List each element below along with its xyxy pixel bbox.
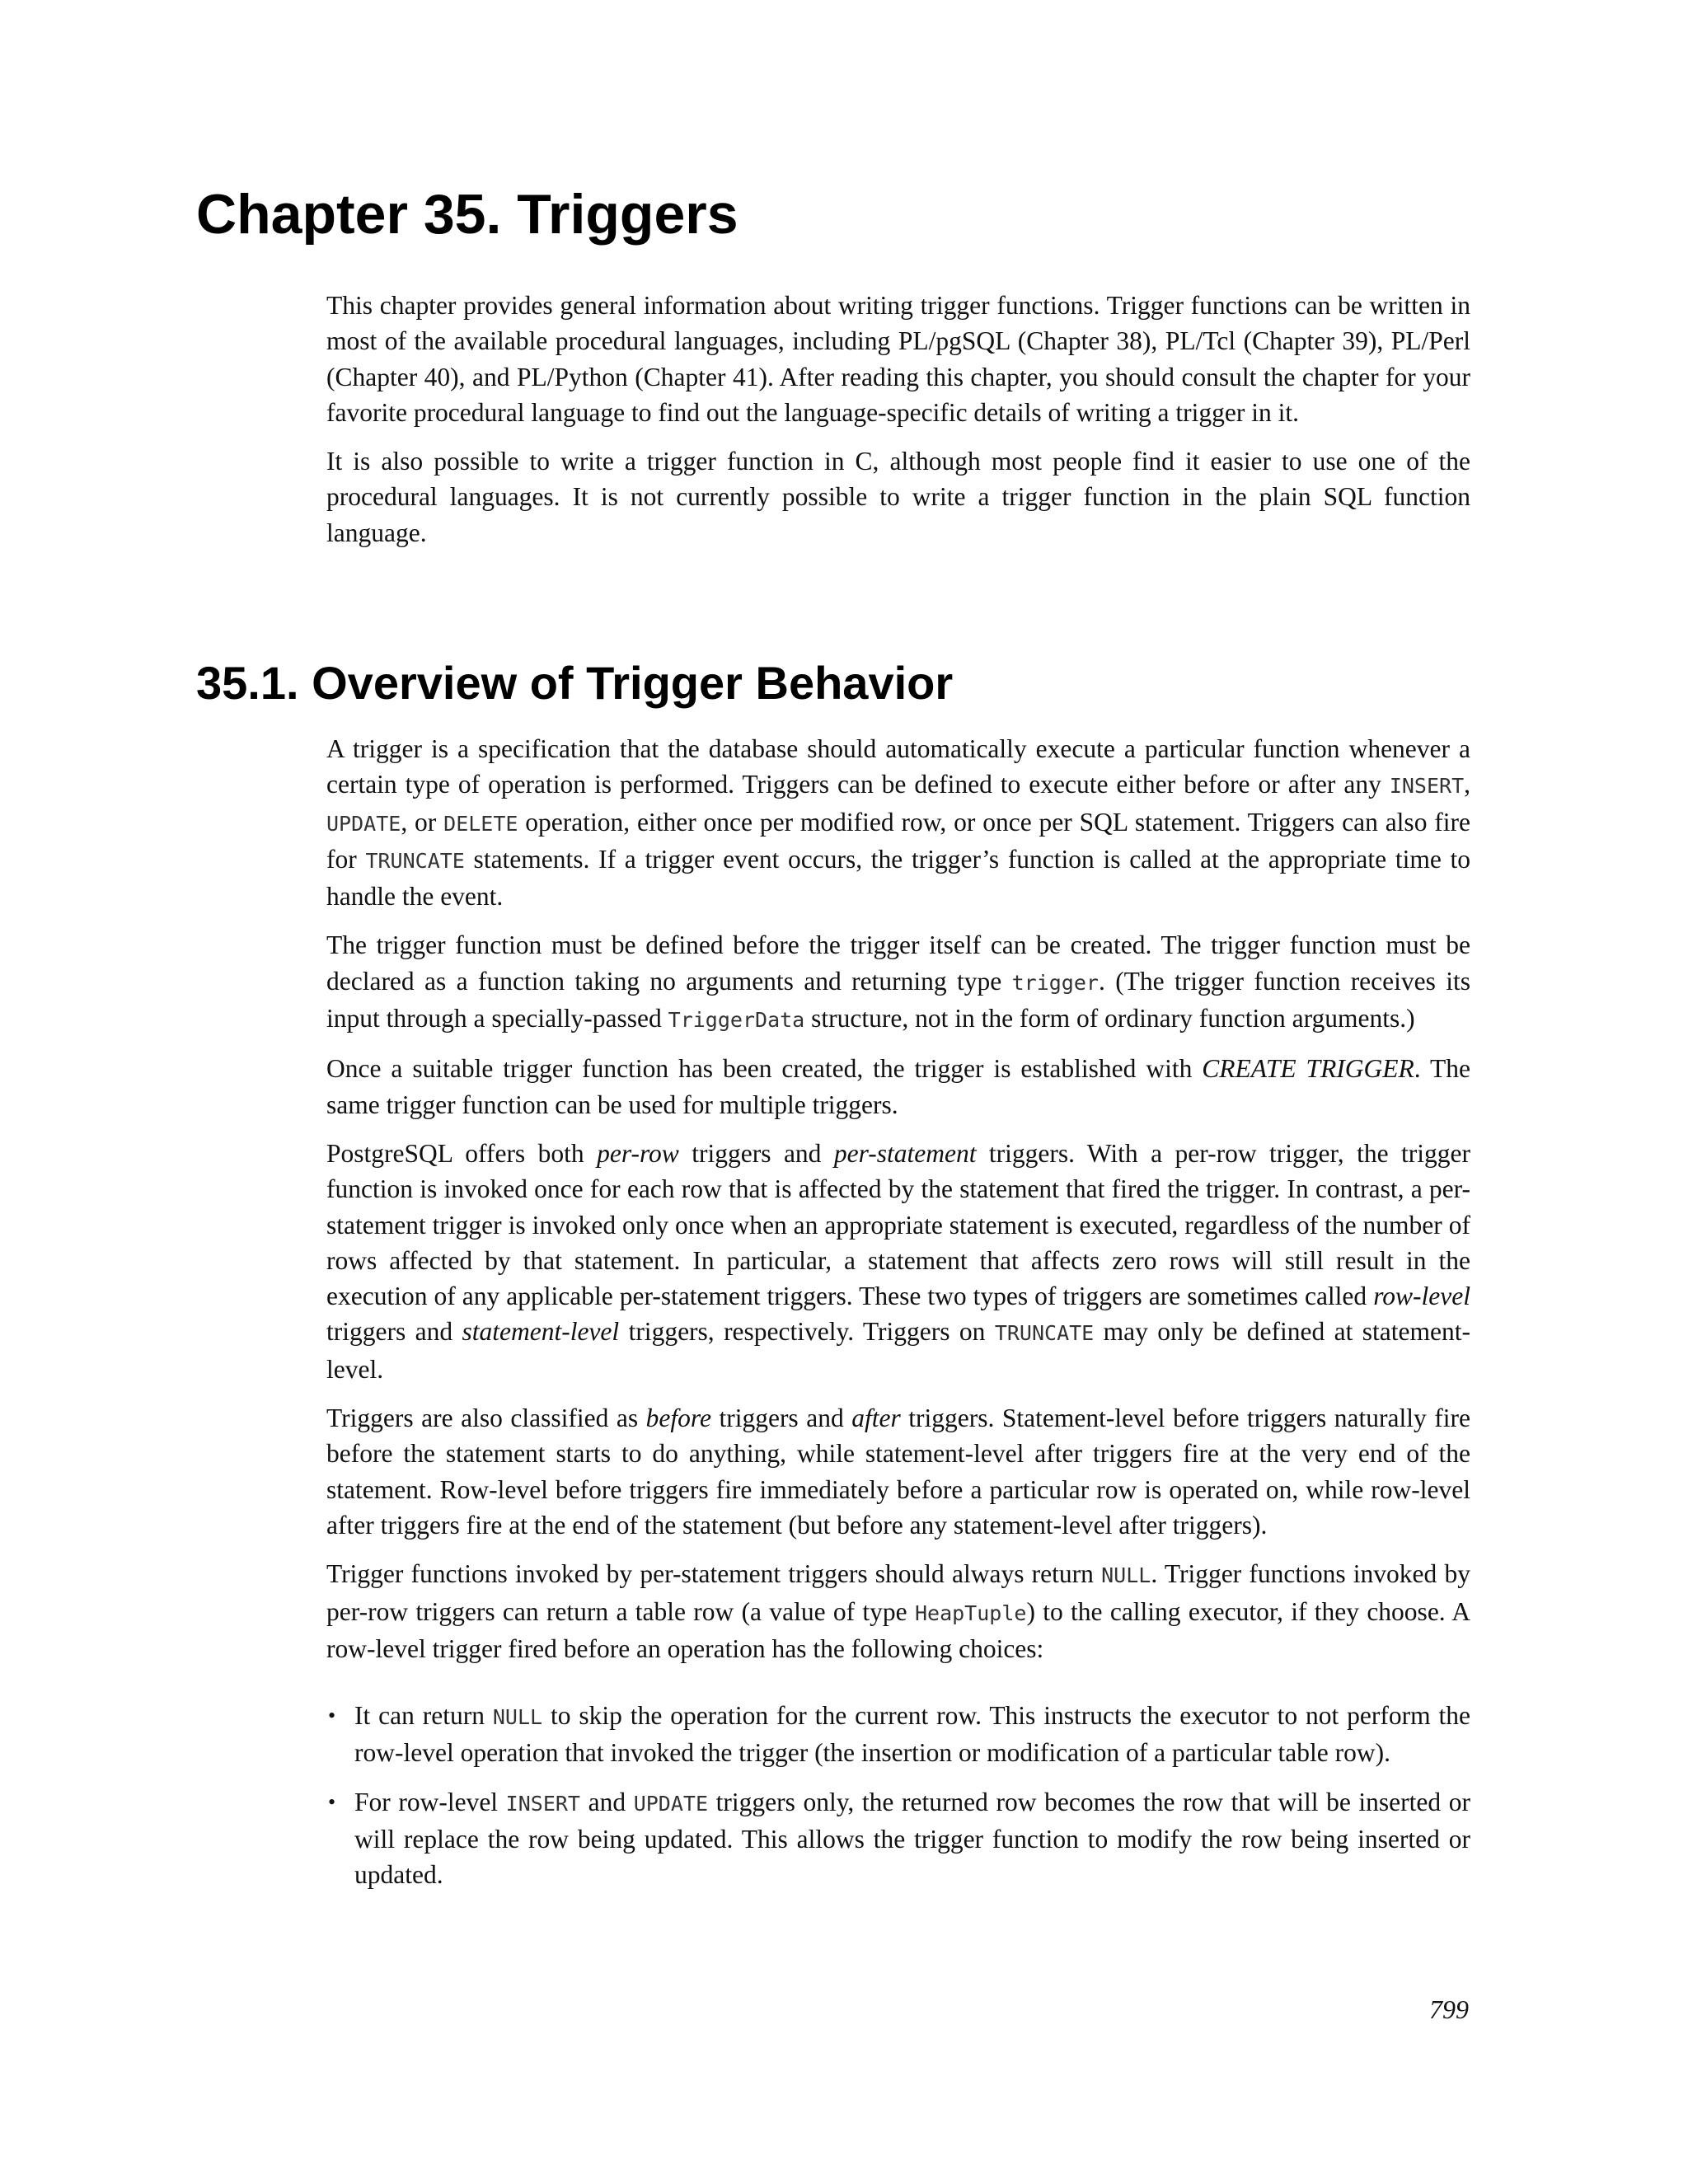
emphasis-before: before xyxy=(645,1404,711,1433)
text-run: statements. If a trigger event occurs, the trigger’s function is called at the appropriate time to handle the event. xyxy=(326,844,1470,912)
text-run: , xyxy=(1464,770,1470,799)
text-run: and xyxy=(579,1787,634,1816)
emphasis-statement-level: statement-level xyxy=(462,1317,620,1347)
intro-paragraph-1: This chapter provides general information about writing trigger functions. Trigger functions can be written in most of the available procedural languages, including PL/pgSQL (Chapter 38), PL/Tcl (Chapter 39), PL/Perl (Chapter 40), and PL/Python (Chapter 41). After reading this chapter, you should consult the chapter for your favorite procedural language to find out the language-specific details of writing a trigger in it. xyxy=(326,291,1470,427)
code-null: NULL xyxy=(492,1705,543,1730)
section-paragraph-4 xyxy=(326,1136,1470,1387)
section-paragraph-6 xyxy=(326,1556,1470,1666)
text-run: to skip the operation for the current row. This instructs the executor to not perform the row-level operation that invoked the trigger (the insertion or modification of a particular table row). xyxy=(354,1701,1470,1768)
section-paragraph-2 xyxy=(326,927,1470,1038)
text-run: triggers and xyxy=(678,1138,834,1168)
text-run: may only be defined at statement-level. xyxy=(326,1317,1470,1384)
code-delete: DELETE xyxy=(443,811,518,836)
text-run: triggers. With a per-row trigger, the trigger function is invoked once for each row that is affected by the statement that fired the trigger. In contrast, a per-statement trigger is invoked only once when an appropriate statement is executed, regardless of the number of rows affected by that statement. In particular, a statement that affects zero rows will still result in the execution of any applicable per-statement triggers. These two types of triggers are sometimes called xyxy=(326,1138,1470,1311)
code-insert: INSERT xyxy=(1389,774,1465,799)
code-update: UPDATE xyxy=(326,811,401,836)
emphasis-after: after xyxy=(851,1404,901,1433)
text-run: . (The trigger function receives its input through a specially-passed xyxy=(326,966,1470,1033)
code-truncate: TRUNCATE xyxy=(994,1321,1095,1346)
text-run: triggers and xyxy=(710,1404,852,1433)
code-heaptuple: HeapTuple xyxy=(914,1601,1027,1625)
list-item xyxy=(326,1784,1470,1893)
text-run: structure, not in the form of ordinary function arguments.) xyxy=(804,1004,1415,1033)
section-paragraph-5 xyxy=(326,1400,1470,1543)
text-run: triggers and xyxy=(326,1317,462,1347)
text-run: Once a suitable trigger function has been created, the trigger is established with xyxy=(326,1054,1203,1084)
code-triggerdata: TriggerData xyxy=(668,1008,805,1033)
text-run: A trigger is a specification that the database should automatically execute a particular function whenever a certain type of operation is performed. Triggers can be defined to execute either before or after any xyxy=(326,734,1470,799)
text-run: The trigger function must be defined before the trigger itself can be created. The trigger function must be declared as a function taking no arguments and returning type xyxy=(326,930,1470,996)
chapter-intro xyxy=(326,288,1470,551)
section-paragraph-1 xyxy=(326,731,1470,914)
code-truncate: TRUNCATE xyxy=(365,848,465,873)
code-trigger: trigger xyxy=(1011,970,1099,995)
text-run: triggers only, the returned row becomes the row that will be inserted or will replace the row being updated. This allows the trigger function to modify the row being inserted or updated. xyxy=(354,1787,1470,1890)
emphasis-row-level: row-level xyxy=(1373,1282,1470,1311)
text-run: operation, either once per modified row, or once per SQL statement. Triggers can also fire for xyxy=(326,807,1471,874)
page-number: 799 xyxy=(1429,1994,1469,2024)
section-body xyxy=(326,731,1470,1893)
code-update: UPDATE xyxy=(633,1791,708,1816)
text-run: , or xyxy=(401,807,444,837)
bullet-icon: • xyxy=(328,1789,336,1814)
text-run: triggers, respectively. Triggers on xyxy=(619,1317,995,1347)
text-run: ) to the calling executor, if they choose. A row-level trigger fired before an operation has the following choices: xyxy=(326,1596,1470,1663)
chapter-title: Chapter 35. Triggers xyxy=(196,183,738,246)
emphasis-per-statement: per-statement xyxy=(833,1138,977,1168)
text-run: It can return xyxy=(354,1701,493,1731)
text-run: Trigger functions invoked by per-statement triggers should always return xyxy=(326,1559,1102,1589)
text-run: . Trigger functions invoked by per-row triggers can return a table row (a value of type xyxy=(326,1559,1470,1626)
text-run: triggers. Statement-level before triggers naturally fire before the statement starts to do anything, while statement-level after triggers fire at the very end of the statement. Row-level before triggers fire immediately before a particular row is operated on, while row-level after triggers fire at the end of the statement (but before any statement-level after triggers). xyxy=(326,1404,1470,1540)
text-run: . The same trigger function can be used for multiple triggers. xyxy=(326,1054,1471,1119)
text-run: Triggers are also classified as xyxy=(326,1404,646,1433)
text-run: PostgreSQL offers both xyxy=(326,1138,598,1168)
bullet-icon: • xyxy=(328,1704,336,1728)
emphasis-create-trigger: CREATE TRIGGER xyxy=(1202,1054,1414,1084)
section-paragraph-3 xyxy=(326,1051,1470,1122)
intro-paragraph-2: It is also possible to write a trigger function in C, although most people find it easier to use one of the procedural languages. It is not currently possible to write a trigger function in the plain SQL function language. xyxy=(326,447,1470,547)
choices-list xyxy=(326,1698,1470,1892)
code-insert: INSERT xyxy=(505,1791,580,1816)
list-item xyxy=(326,1698,1470,1771)
code-null: NULL xyxy=(1101,1563,1151,1588)
emphasis-per-row: per-row xyxy=(597,1138,679,1168)
text-run: For row-level xyxy=(354,1787,506,1816)
section-title: 35.1. Overview of Trigger Behavior xyxy=(196,657,954,709)
